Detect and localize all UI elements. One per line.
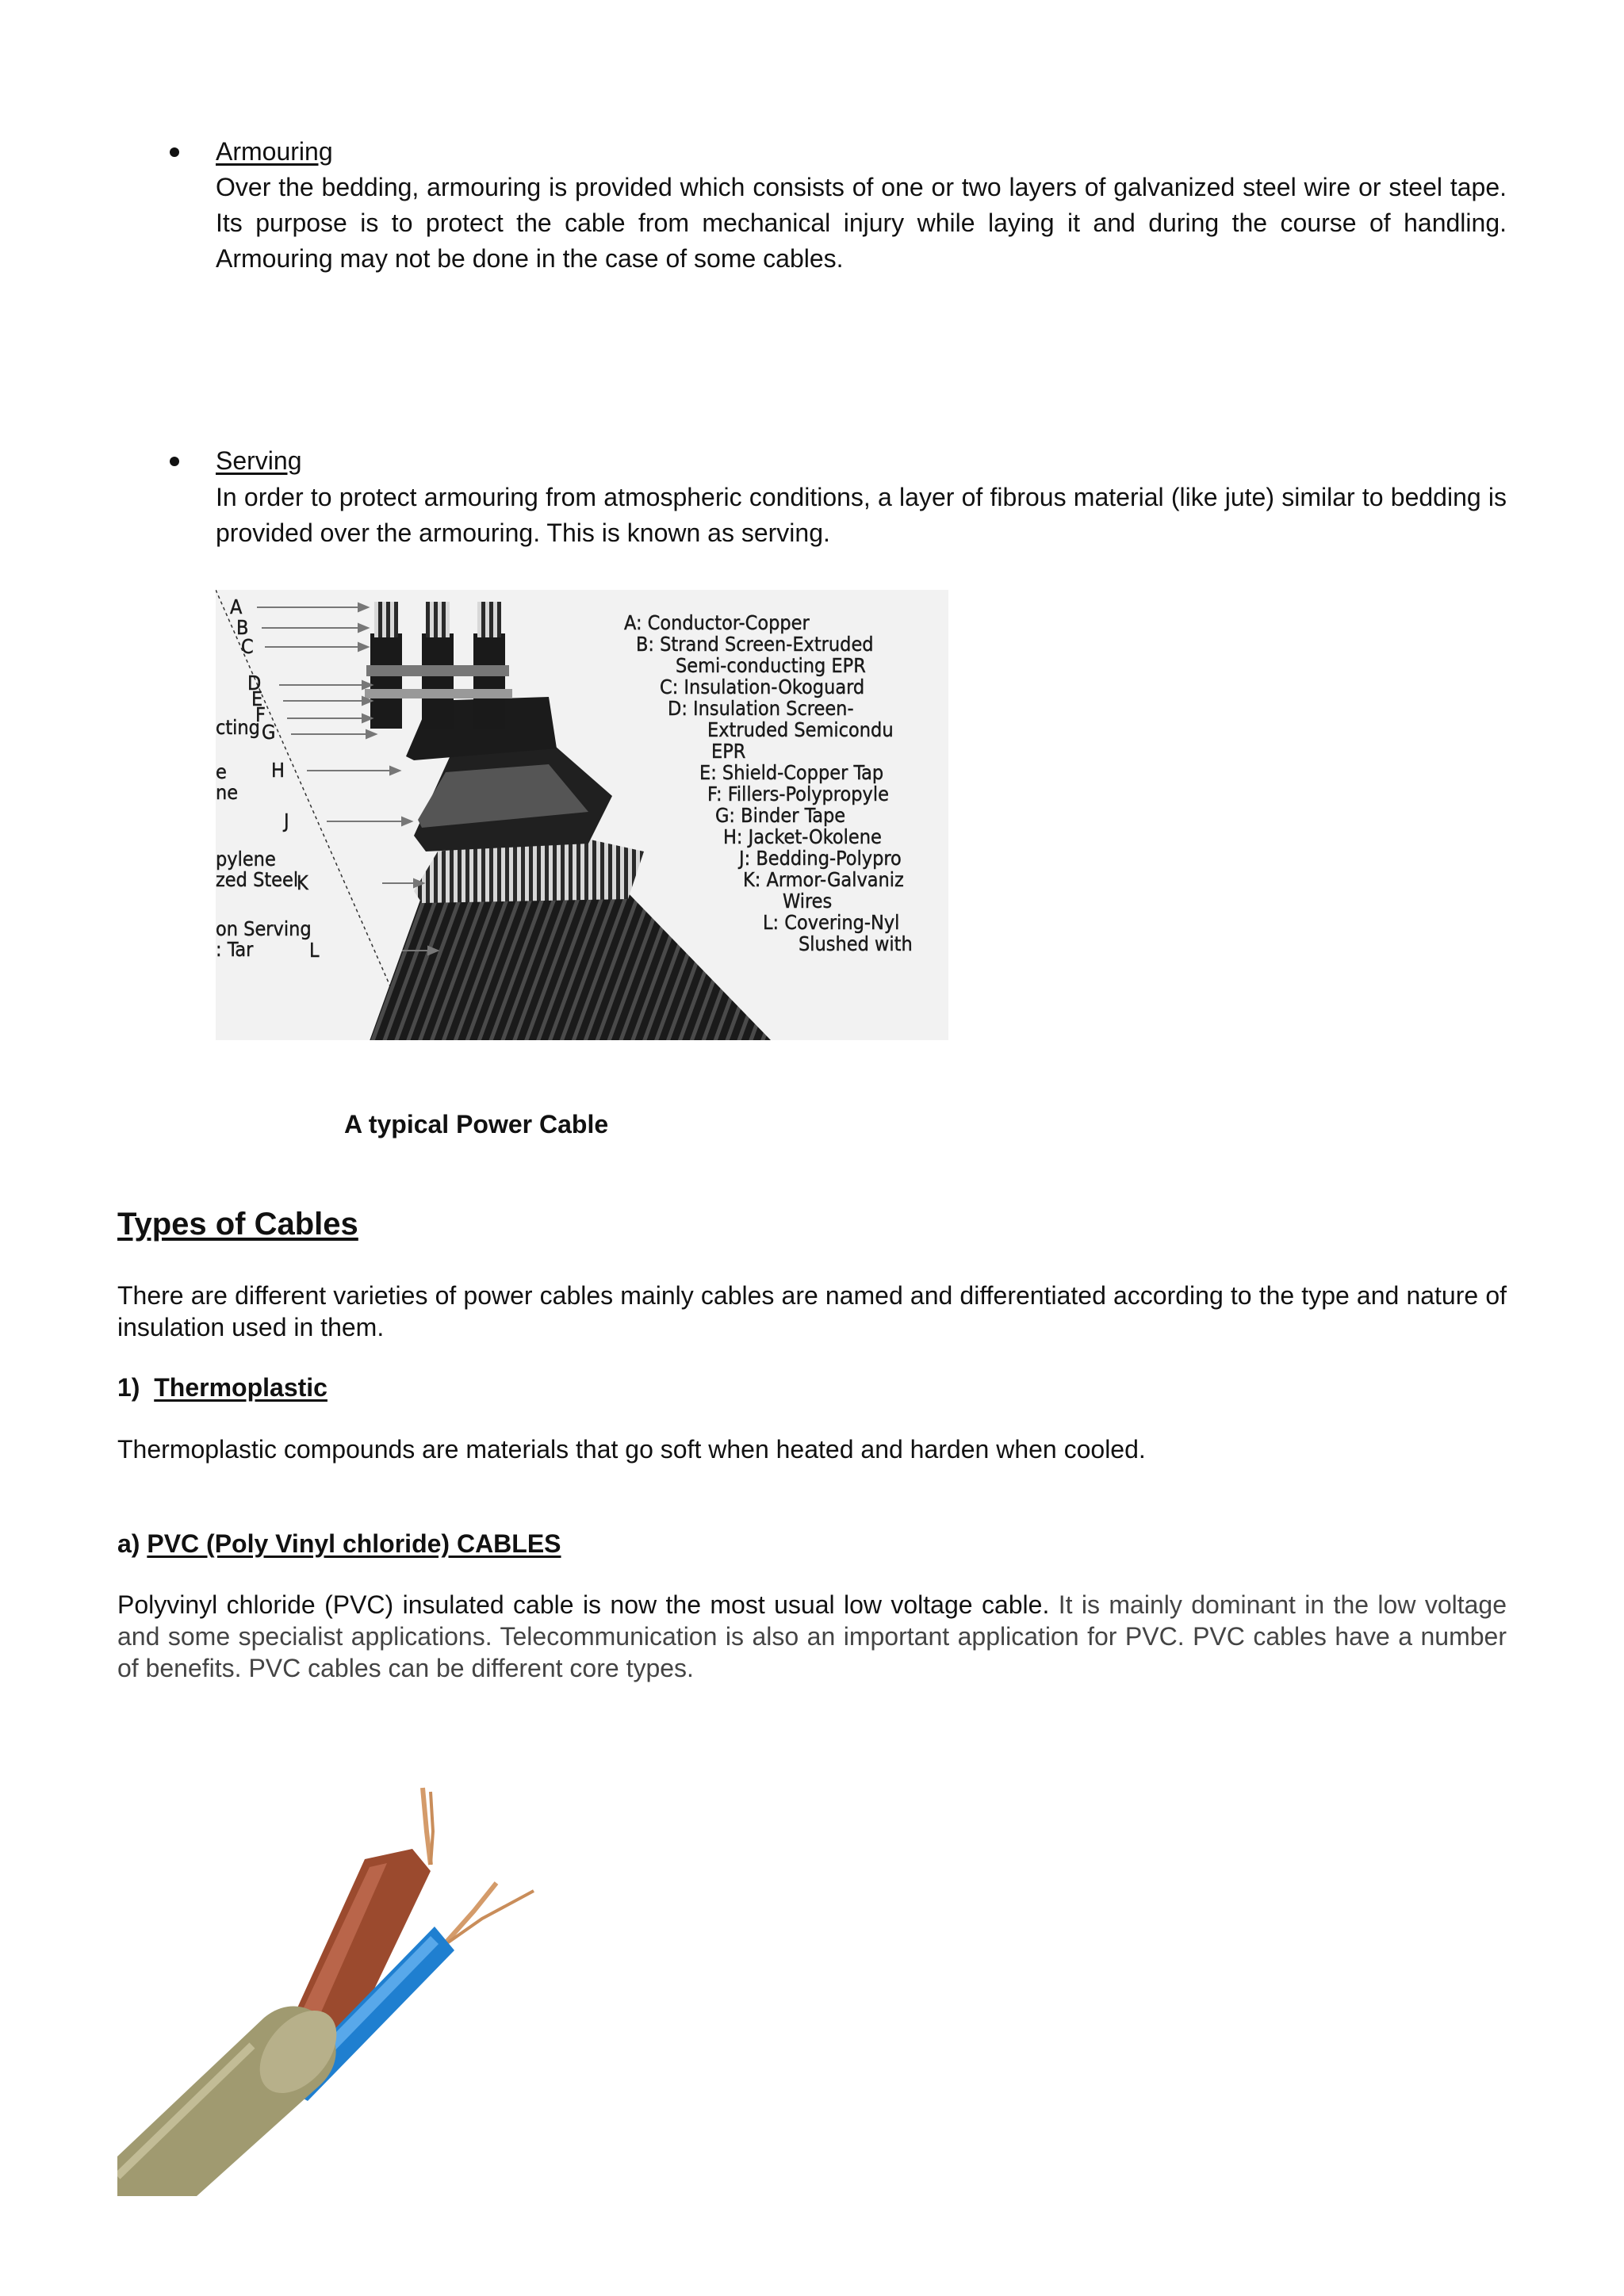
figure-letter-j: J xyxy=(284,809,289,832)
armouring-text: Over the bedding, armouring is provided which consists of one or two layers of galvanized steel wire or steel tape. Its purpose is to protect the cable from mechanical injury while laying it and during the course of handling. Armouring may not be done in the case of some cables. xyxy=(216,173,1507,273)
figure-legend-line: EPR xyxy=(711,740,746,763)
serving-text: In order to protect armouring from atmospheric conditions, a layer of fibrous material (like jute) similar to bedding is provided over the armouring. This is known as serving. xyxy=(216,483,1507,547)
pvc-prefix: a) xyxy=(117,1529,140,1558)
figure-left-fragment: pylene xyxy=(216,848,276,871)
figure-legend-line: E: Shield-Copper Tap xyxy=(699,761,884,784)
thermoplastic-text: Thermoplastic compounds are materials that go soft when heated and harden when cooled. xyxy=(117,1435,1146,1464)
figure-legend-line: J: Bedding-Polypro xyxy=(739,847,902,870)
types-heading: Types of Cables xyxy=(117,1207,358,1242)
pvc-heading: PVC (Poly Vinyl chloride) CABLES xyxy=(147,1529,561,1558)
figure-left-fragment: zed Steel xyxy=(216,868,299,891)
figure-letter-k: K xyxy=(297,871,308,894)
armouring-heading: Armouring xyxy=(216,137,333,166)
figure-legend-line: L: Covering-Nyl xyxy=(763,911,900,934)
figure-legend-line: Extruded Semicondu xyxy=(707,718,894,741)
pvc-text-rest: It is mainly dominant in the low voltage and some specialist applications. Telecommunication is also an important application for PVC. PVC cables have a number of benefits. PVC cables can be different core types. xyxy=(117,1590,1507,1682)
pvc-cable-figure xyxy=(117,1712,561,2196)
figure-legend-line: F: Fillers-Polypropyle xyxy=(707,783,889,806)
figure-legend-line: Slushed with xyxy=(799,932,913,955)
pvc-cable-svg xyxy=(117,1712,561,2196)
bullet-serving xyxy=(170,457,179,466)
bullet-armouring xyxy=(170,147,179,157)
figure-legend-line: D: Insulation Screen- xyxy=(668,697,854,720)
pvc-heading-row xyxy=(117,1526,561,1562)
figure-letter-g: G xyxy=(262,721,276,744)
thermoplastic-heading: Thermoplastic xyxy=(154,1373,327,1402)
figure-letter-l: L xyxy=(309,939,320,962)
figure-letter-e: E xyxy=(251,687,263,710)
figure-legend-line: H: Jacket-Okolene xyxy=(723,825,882,848)
figure-letter-b: B xyxy=(236,616,249,639)
figure-legend-line: K: Armor-Galvaniz xyxy=(743,868,904,891)
thermoplastic-number: 1) xyxy=(117,1373,140,1402)
thermoplastic-heading-row xyxy=(117,1370,327,1406)
figure-legend-line: C: Insulation-Okoguard xyxy=(660,675,865,698)
figure-letter-d: D xyxy=(247,672,262,695)
figure-left-fragment: cting xyxy=(216,716,260,739)
figure-legend-line: B: Strand Screen-Extruded xyxy=(636,633,874,656)
figure-left-fragment: : Tar xyxy=(216,938,254,961)
figure-legend-line: Semi-conducting EPR xyxy=(676,654,866,677)
pvc-text xyxy=(117,1589,1507,1684)
pvc-text-lead: Polyvinyl chloride (PVC) insulated cable is now the most usual low voltage cable. xyxy=(117,1590,1050,1619)
figure-caption: A typical Power Cable xyxy=(344,1110,609,1138)
figure-letter-f: F xyxy=(255,703,266,726)
serving-heading: Serving xyxy=(216,446,302,475)
figure-legend-line: G: Binder Tape xyxy=(715,804,846,827)
figure-legend-line: Wires xyxy=(783,890,833,913)
power-cable-svg xyxy=(216,590,948,1040)
figure-left-fragment: e xyxy=(216,760,227,783)
figure-letter-h: H xyxy=(271,759,285,782)
power-cable-figure xyxy=(216,590,948,1040)
figure-left-fragment: ne xyxy=(216,781,239,804)
types-intro: There are different varieties of power cables mainly cables are named and differentiated according to the type and nature of insulation used in them. xyxy=(117,1281,1507,1341)
figure-letter-a: A xyxy=(230,595,243,618)
figure-left-fragment: on Serving xyxy=(216,917,312,940)
figure-legend-line: A: Conductor-Copper xyxy=(624,611,810,634)
figure-letter-c: C xyxy=(241,635,254,658)
